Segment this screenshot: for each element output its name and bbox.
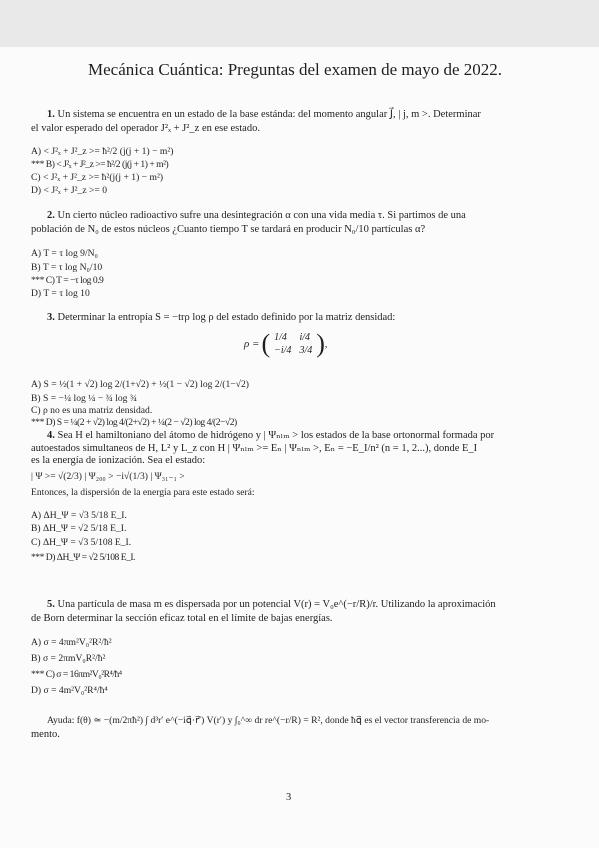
matrix-cell-22: 3/4 — [299, 345, 313, 356]
question-1-option-c: C) < J²ₓ + J²_z >= ħ²(j(j + 1) − m²) — [31, 172, 164, 183]
question-4-option-c: C) ΔH_Ψ = √3 5/108 E_I. — [31, 537, 132, 548]
question-2-text-1: Un cierto núcleo radioactivo sufre una desintegración α con una vida media τ. Si partimos de una — [57, 210, 466, 221]
question-1-option-b: *** B) < J²ₓ + J²_z >= ħ²/2 (j(j + 1) + m²) — [31, 159, 169, 170]
question-5-option-d: D) σ = 4m²V₀²R⁴/ħ⁴ — [31, 685, 108, 696]
question-3-option-d: *** D) S = ¼(2 + √2) log 4/(2+√2) + ¼(2 − √2) log 4/(2−√2) — [31, 417, 237, 428]
question-4-number: 4. — [47, 430, 55, 441]
question-2-option-b: B) T = τ log N₀/10 — [31, 262, 103, 273]
question-2-option-c: *** C) T = −τ log 0.9 — [31, 275, 104, 286]
matrix-comma: , — [324, 338, 328, 350]
question-2-option-a: A) T = τ log 9/N₀ — [31, 248, 98, 259]
question-4-line-2: autoestados simultaneos de H, L² y L_z con H | Ψₙₗₘ >= Eₙ | Ψₙₗₘ >, Eₙ = −E_I/n² (n = 1, 2...), donde E_I — [31, 443, 478, 454]
question-5-option-a: A) σ = 4πm²V₀²R²/ħ² — [31, 637, 112, 648]
question-1-text-1: Un sistema se encuentra en un estado de la base estánda: del momento angular J⃗, | j, m >. Determinar — [57, 109, 481, 120]
question-1-line-1 — [47, 109, 481, 121]
question-3-option-a: A) S = ½(1 + √2) log 2/(1+√2) + ½(1 − √2) log 2/(1−√2) — [31, 379, 249, 390]
question-5-text-1: Una partícula de masa m es dispersada por un potencial V(r) = V₀e^(−r/R)/r. Utilizando la aproximación — [57, 599, 496, 610]
question-4-line-1 — [47, 430, 494, 442]
question-1-option-d: D) < J²ₓ + J²_z >= 0 — [31, 185, 108, 196]
question-3-option-c: C) ρ no es una matriz densidad. — [31, 405, 153, 416]
question-4-option-a: A) ΔH_Ψ = √3 5/18 E_I. — [31, 510, 127, 521]
density-matrix — [240, 331, 327, 357]
matrix-cell-11: 1/4 — [274, 332, 287, 343]
question-2-option-d: D) T = τ log 10 — [31, 288, 90, 299]
question-5-help-line-2: mento. — [31, 729, 60, 740]
question-3-text-1: Determinar la entropía S = −trρ log ρ del estado definido por la matriz densidad: — [57, 312, 396, 323]
exam-page — [0, 47, 599, 848]
question-5-number: 5. — [47, 599, 55, 610]
question-1-line-2: el valor esperado del operador J²ₓ + J²_z en ese estado. — [31, 123, 260, 134]
question-4-option-b: B) ΔH_Ψ = √2 5/18 E_I. — [31, 523, 127, 534]
question-5-line-1 — [47, 599, 496, 611]
matrix-cell-21: −i/4 — [274, 345, 292, 356]
question-3-line-1 — [47, 312, 395, 324]
question-5-option-b: B) σ = 2πmV₀R²/ħ² — [31, 653, 106, 664]
page-number: 3 — [286, 792, 292, 803]
question-4-state: | Ψ >= √(2/3) | Ψ₂₀₀ > −i√(1/3) | Ψ₃₁₋₁ > — [31, 471, 185, 482]
question-4-line-3: es la energía de ionización. Sea el estado: — [31, 455, 206, 466]
question-5-line-2: de Born determinar la sección eficaz total en el límite de bajas energías. — [31, 613, 333, 624]
question-4-option-d: *** D) ΔH_Ψ = √2 5/108 E_I. — [31, 552, 135, 563]
question-2-number: 2. — [47, 210, 55, 221]
rho-label: ρ = — [244, 338, 260, 350]
question-3-number: 3. — [47, 312, 55, 323]
question-5-option-c: *** C) σ = 16πm²V₀²R⁴/ħ⁴ — [31, 669, 122, 680]
question-4-line-4: Entonces, la dispersión de la energía para este estado será: — [31, 487, 255, 498]
question-2-line-2: población de N₀ de estos núcleos ¿Cuanto tiempo T se tardará en producir N₀/10 partículas α? — [31, 224, 426, 235]
question-3-option-b: B) S = −¼ log ¼ − ¾ log ¾ — [31, 393, 138, 404]
matrix-cell-12: i/4 — [299, 332, 310, 343]
question-4-text-1: Sea H el hamiltoniano del átomo de hidrógeno y | Ψₙₗₘ > los estados de la base ortonormal formada por — [57, 430, 495, 441]
question-5-help-line-1: Ayuda: f(θ) ≃ −(m/2πħ²) ∫ d³r′ e^(−iq⃗·r⃗′) V(r′) y ∫₀^∞ dr re^(−r/R) = R², donde ħq⃗ es el vector transferencia de mo- — [47, 715, 490, 726]
question-2-line-1 — [47, 210, 466, 222]
question-1-number: 1. — [47, 109, 55, 120]
question-1-option-a: A) < J²ₓ + J²_z >= ħ²/2 (j(j + 1) − m²) — [31, 146, 174, 157]
left-paren: ( — [261, 329, 271, 358]
right-paren: ) — [316, 329, 325, 358]
page-title: Mecánica Cuántica: Preguntas del examen de mayo de 2022. — [88, 60, 502, 79]
